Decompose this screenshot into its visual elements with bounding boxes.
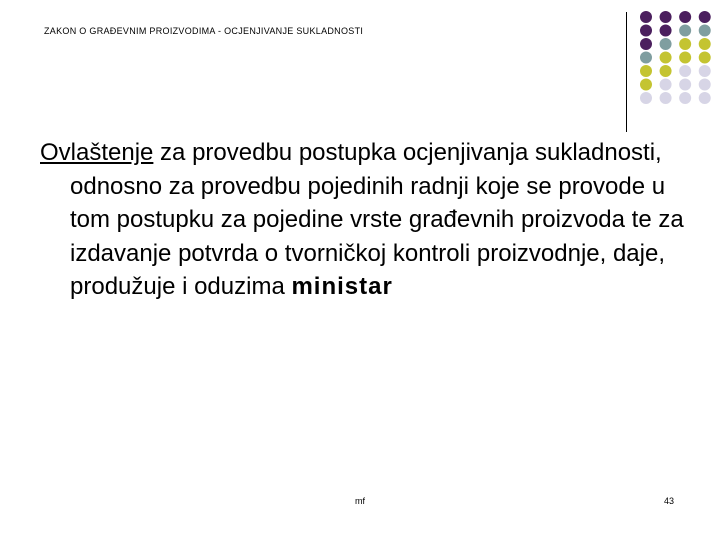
decoration-dot <box>660 79 672 91</box>
decoration-dot <box>679 38 691 50</box>
decoration-dot <box>699 52 711 64</box>
decoration-dot <box>679 11 691 23</box>
decoration-dot <box>699 65 711 77</box>
dot-grid-svg <box>639 10 719 108</box>
decoration-dot <box>640 25 652 37</box>
decoration-dot <box>660 38 672 50</box>
decoration-dot <box>660 25 672 37</box>
body-text: za provedbu postupka ocjenjivanja sukladnosti, odnosno za provedbu pojedinih radnji koje se provode u tom postupku za pojedine vrste građevnih proizvoda te za izdavanje potvrda o tvorničkoj kontroli proizvodnje, daje, produžuje i oduzima <box>70 139 684 300</box>
decoration-dot <box>699 79 711 91</box>
decoration-dot <box>699 25 711 37</box>
decoration-dot <box>640 11 652 23</box>
decoration-dot <box>699 38 711 50</box>
decoration-dot <box>679 52 691 64</box>
decoration-dot <box>640 65 652 77</box>
decoration-dot <box>660 65 672 77</box>
decoration-dot <box>660 11 672 23</box>
decoration-dot <box>679 92 691 104</box>
page-number: 43 <box>664 496 675 506</box>
vertical-divider <box>626 12 627 132</box>
decoration-dot <box>699 92 711 104</box>
decoration-dot <box>660 52 672 64</box>
decoration-dot <box>679 25 691 37</box>
decoration-dot <box>679 79 691 91</box>
body-lead-word: Ovlaštenje <box>40 139 154 166</box>
slide-body <box>40 136 710 304</box>
body-last-word: ministar <box>291 273 393 300</box>
decoration-dot <box>660 92 672 104</box>
decoration-dot <box>699 11 711 23</box>
footer-author: mf <box>355 496 365 506</box>
slide-header: ZAKON O GRAĐEVNIM PROIZVODIMA - OCJENJIVANJE SUKLADNOSTI <box>44 26 364 36</box>
dot-grid-decoration <box>639 10 719 108</box>
decoration-dot <box>640 79 652 91</box>
decoration-dot <box>640 38 652 50</box>
decoration-dot <box>640 52 652 64</box>
decoration-dot <box>640 92 652 104</box>
decoration-dot <box>679 65 691 77</box>
